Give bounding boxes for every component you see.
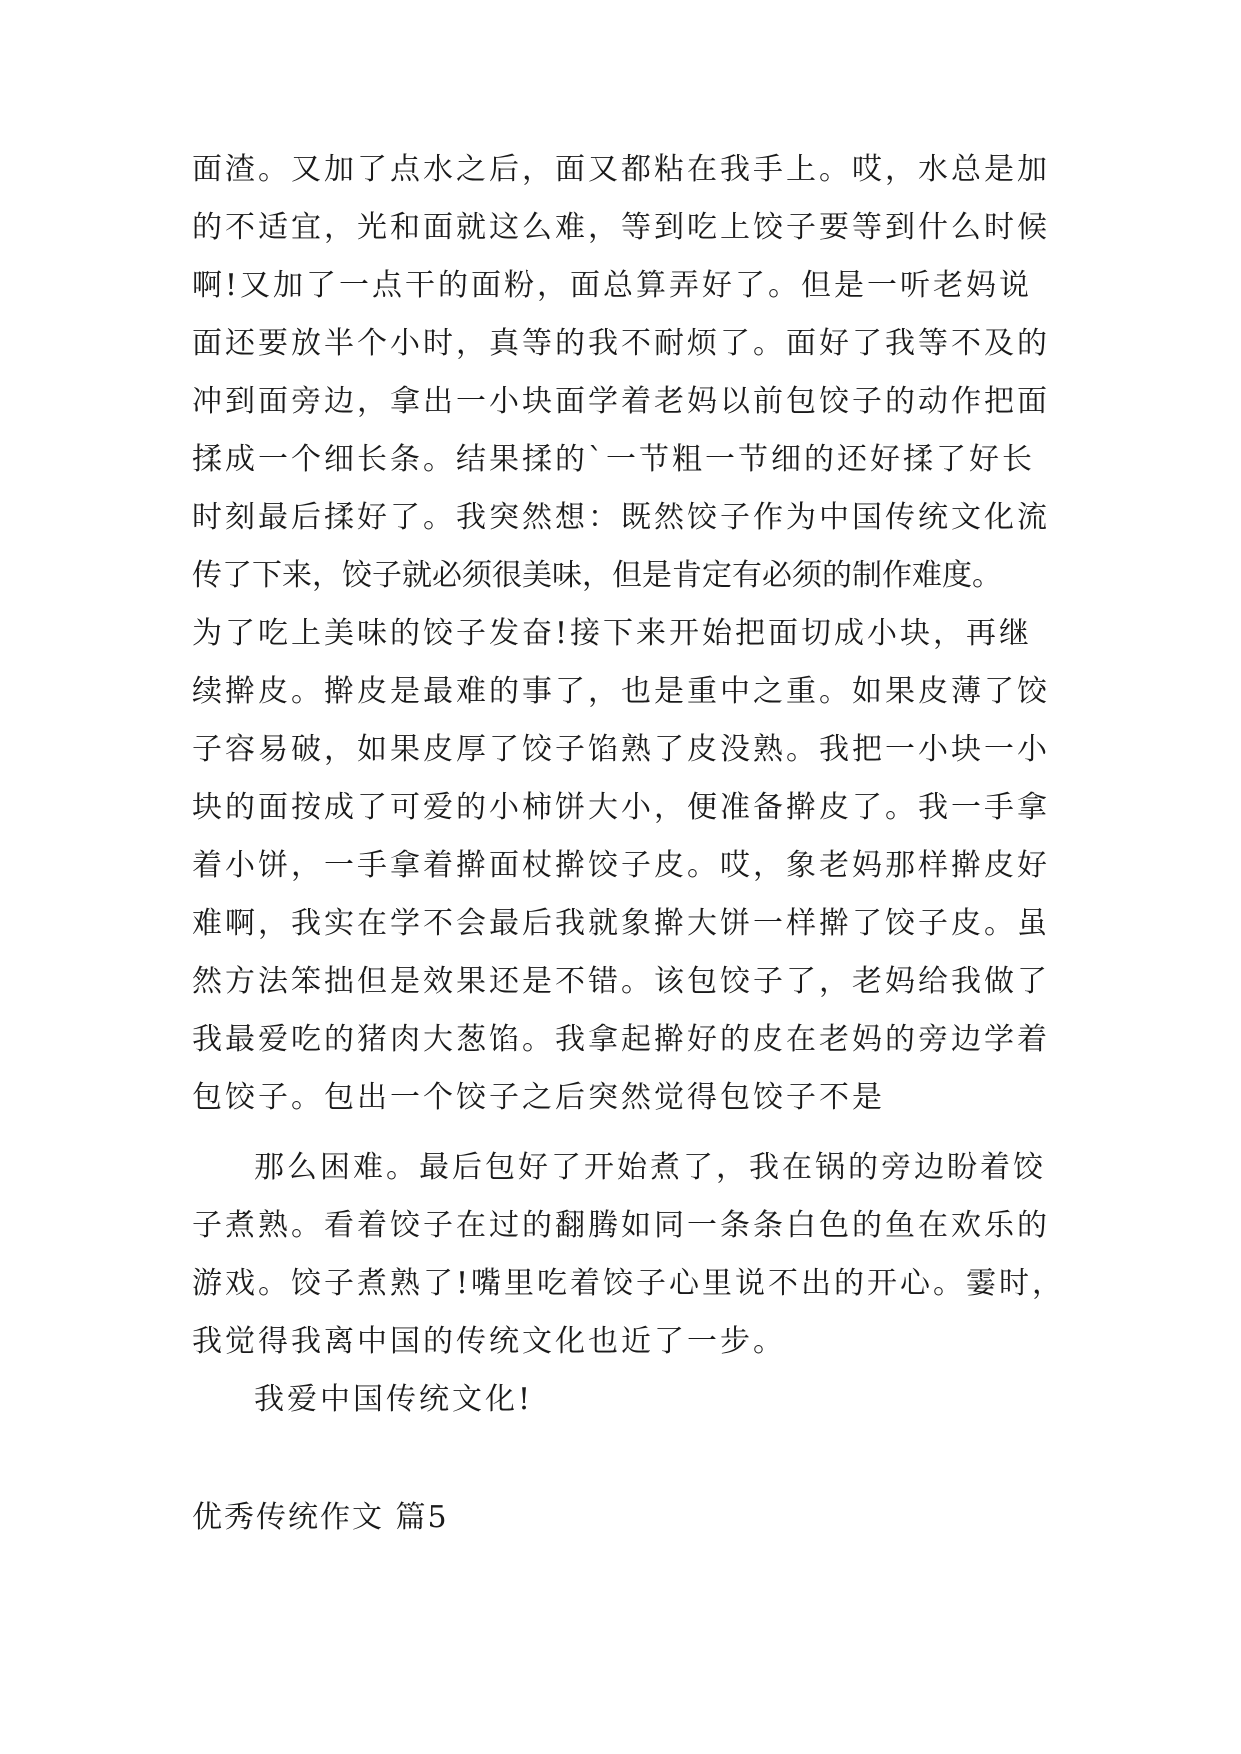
text-line: 块的面按成了可爱的小柿饼大小，便准备擀皮了。我一手拿 [192, 790, 1050, 825]
text-line: 揉成一个细长条。结果揉的`一节粗一节细的还好揉了好长 [192, 442, 1035, 477]
text-line: 啊!又加了一点干的面粉，面总算弄好了。但是一听老妈说 [192, 268, 1033, 303]
text-line: 子容易破，如果皮厚了饺子馅熟了皮没熟。我把一小块一小 [192, 732, 1050, 767]
text-line: 为了吃上美味的饺子发奋!接下来开始把面切成小块，再继 [192, 616, 1033, 651]
text-line: 包饺子。包出一个饺子之后突然觉得包饺子不是 [192, 1080, 885, 1115]
text-line: 子煮熟。看着饺子在过的翻腾如同一条条白色的鱼在欢乐的 [192, 1208, 1050, 1243]
text-line: 的不适宜，光和面就这么难，等到吃上饺子要等到什么时候 [192, 210, 1050, 245]
paragraph-first-line: 那么困难。最后包好了开始煮了，我在锅的旁边盼着饺 [254, 1150, 1046, 1185]
text-line: 游戏。饺子煮熟了!嘴里吃着饺子心里说不出的开心。霎时， [192, 1266, 1066, 1301]
text-line: 难啊，我实在学不会最后我就象擀大饼一样擀了饺子皮。虽 [192, 906, 1050, 941]
text-line: 面还要放半个小时，真等的我不耐烦了。面好了我等不及的 [192, 326, 1050, 361]
text-line: 传了下来，饺子就必须很美味，但是肯定有必须的制作难度。 [192, 558, 1002, 593]
text-line: 我觉得我离中国的传统文化也近了一步。 [192, 1324, 786, 1359]
text-line: 着小饼，一手拿着擀面杖擀饺子皮。哎，象老妈那样擀皮好 [192, 848, 1050, 883]
text-line: 冲到面旁边，拿出一小块面学着老妈以前包饺子的动作把面 [192, 384, 1050, 419]
text-line: 面渣。又加了点水之后，面又都粘在我手上。哎，水总是加 [192, 152, 1050, 187]
section-heading: 优秀传统作文 篇5 [192, 1500, 449, 1535]
text-line: 我最爱吃的猪肉大葱馅。我拿起擀好的皮在老妈的旁边学着 [192, 1022, 1050, 1057]
text-line: 续擀皮。擀皮是最难的事了，也是重中之重。如果皮薄了饺 [192, 674, 1050, 709]
closing-line: 我爱中国传统文化! [254, 1382, 534, 1417]
text-line: 时刻最后揉好了。我突然想：既然饺子作为中国传统文化流 [192, 500, 1050, 535]
text-line: 然方法笨拙但是效果还是不错。该包饺子了，老妈给我做了 [192, 964, 1050, 999]
